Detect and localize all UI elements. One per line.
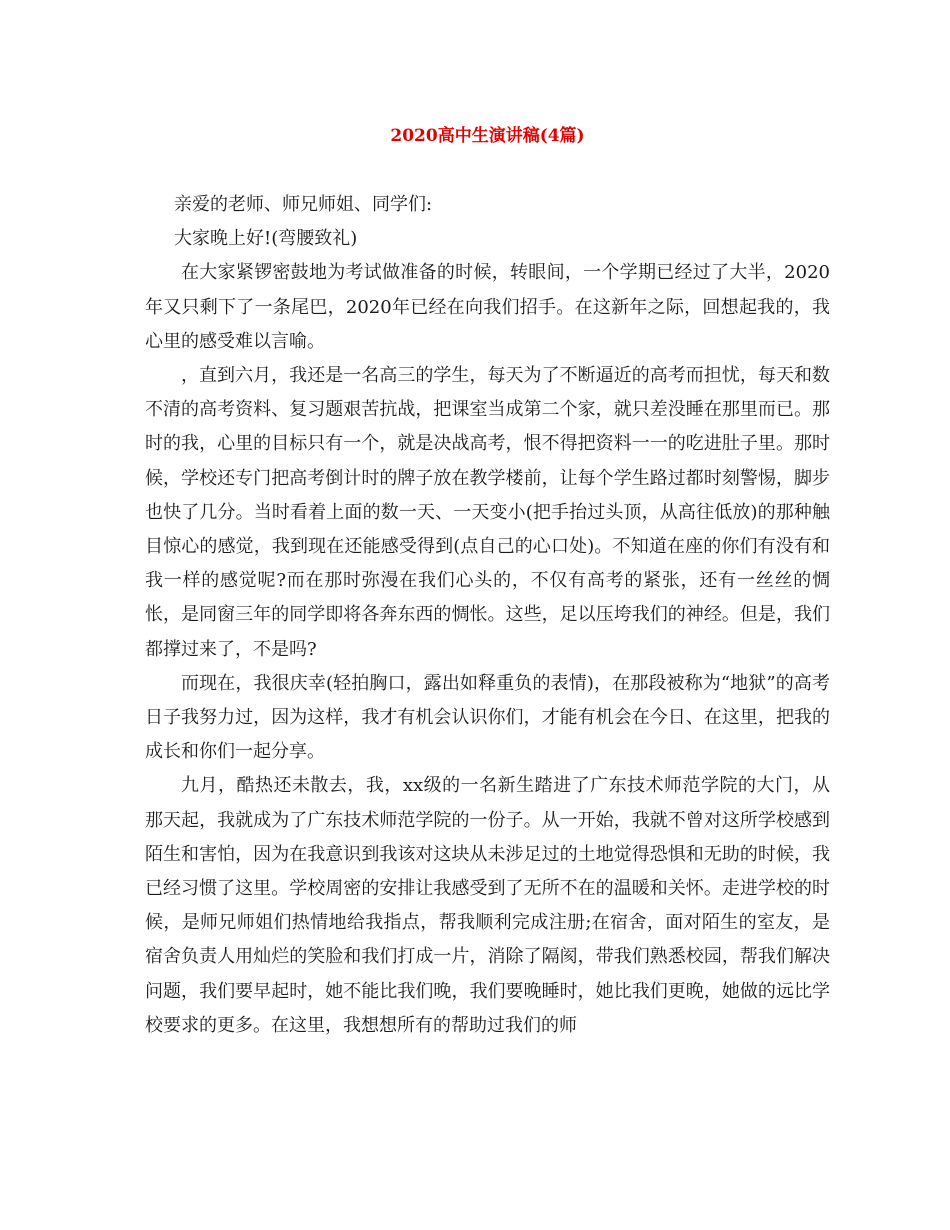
paragraph-greeting: 亲爱的老师、师兄师姐、同学们: [174,194,433,215]
document-title: 2020高中生演讲稿(4篇) [390,126,585,146]
paragraph-september: 九月，酷热还未散去，我，xx级的一名新生踏进了广东技术师范学院的大门，从那天起，我就成为了广东技术师范学院的一份子。从一开始，我就不曾对这所学校感到陌生和害怕，因为在我意识到我该对这块从未涉足过的土地觉得恐惧和无助的时候，我已经习惯了这里。学校周密的安排让我感受到了无所不在的温暖和关怀。走进学校的时候，是师兄师姐们热情地给我指点，帮我顺利完成注册;在宿舍，面对陌生的室友，是宿舍负责人用灿烂的笑脸和我们打成一片，消除了隔阂，带我们熟悉校园，帮我们解决问题，我们要早起时，她不能比我们晚，我们要晚睡时，她比我们更晚，她做的远比学校要求的更多。在这里，我想想所有的帮助过我们的师 [145,775,830,1036]
paragraph-intro: 在大家紧锣密鼓地为考试做准备的时候，转眼间，一个学期已经过了大半，2020年又只剩下了一条尾巴，2020年已经在向我们招手。在这新年之际，回想起我的，我心里的感受难以言喻。 [145,262,830,352]
paragraph-salutation: 大家晚上好!(弯腰致礼) [174,228,358,250]
paragraph-present: 而现在，我很庆幸(轻拍胸口，露出如释重负的表情)，在那段被称为“地狱”的高考日子我努力过，因为这样，我才有机会认识你们，才能有机会在今日、在这里，把我的成长和你们一起分享。 [145,672,830,763]
paragraph-high-school: ，直到六月，我还是一名高三的学生，每天为了不断逼近的高考而担忧，每天和数不清的高考资料、复习题艰苦抗战，把课室当成第二个家，就只差没睡在那里而已。那时的我，心里的目标只有一个，就是决战高考，恨不得把资料一一的吃进肚子里。那时候，学校还专门把高考倒计时的牌子放在教学楼前，让每个学生路过都时刻警惕，脚步也快了几分。当时看着上面的数一天、一天变小(把手抬过头顶，从高往低放)的那种触目惊心的感觉，我到现在还能感受得到(点自己的心口处)。不知道在座的你们有没有和我一样的感觉呢?而在那时弥漫在我们心头的，不仅有高考的紧张，还有一丝丝的惆怅，是同窗三年的同学即将各奔东西的惆怅。这些，足以压垮我们的神经。但是，我们都撑过来了，不是吗? [145,365,830,660]
